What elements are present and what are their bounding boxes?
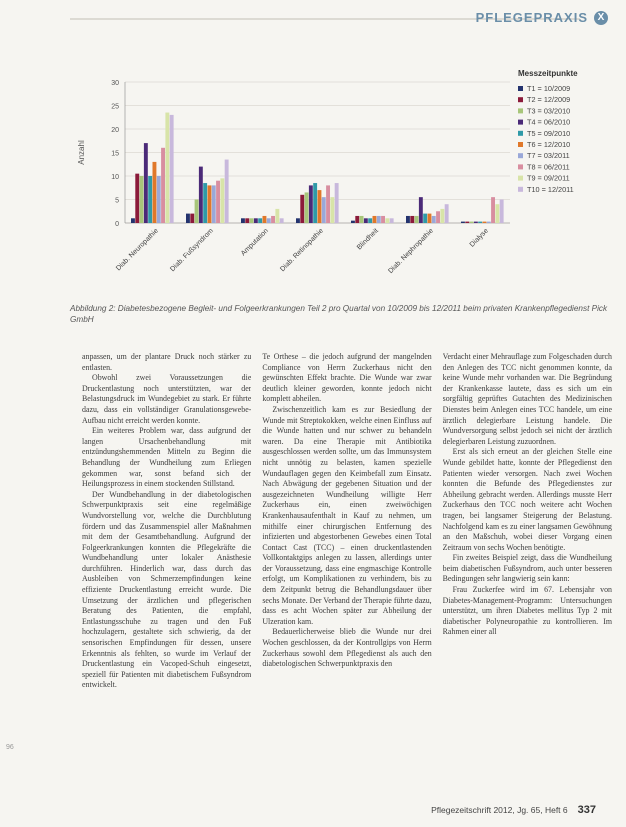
paragraph: Zwischenzeitlich kam es zur Besiedlung der Wunde mit Streptokokken, welche einen Einfluss auf die Wunde hatten und nur schwer zu behandeln waren. Da eine Therapie mit Antibiotika ausgeschlossen werden sollte, um das Immunsystem nicht unnötig zu belasten, kamen spezielle Wundauflagen gegen den Keimbefall zum Einsatz. Nach Abwägung der gegebenen Situation und der ausgezeichneten Wundheilung willigte Herr Zuckerhaus ein, einen zweiwöchigen Krankenhausaufenthalt in Kauf zu nehmen, um mithilfe einer chirurgischen Entfernung des infizierten und abgestorbenen Gewebes einen Total Contact Cast (TCC) – einen druckentlastenden Vollkontaktgips anlegen zu lassen, allerdings unter der Voraussetzung, dass eine engmaschige Kontrolle erfolgt, um Komplikationen zu verhindern, bis zu dem Zeitpunkt betrug die Behandlungsdauer über sechs Monate. Der Verband der Therapie führte dazu, dass es acht Wochen später zur Abheilung der Ulzeration kam. <box>262 404 432 626</box>
bar <box>250 218 254 223</box>
legend-swatch <box>518 97 523 102</box>
bar <box>203 183 207 223</box>
bar-chart <box>70 68 610 296</box>
x-tick-label: Diab. Nephropathie <box>387 227 435 276</box>
bar <box>157 176 161 223</box>
bar <box>275 209 279 223</box>
legend-swatch <box>518 187 523 192</box>
x-tick-label: Dialyse <box>468 227 490 249</box>
x-tick-label: Diab. Retinopathie <box>279 227 325 274</box>
x-tick-label: Blindheit <box>355 227 380 252</box>
bar <box>330 197 334 223</box>
legend-entry: T2 = 12/2009 <box>527 95 571 105</box>
page-footer <box>431 804 596 816</box>
paragraph: Bedauerlicherweise blieb die Wunde nur drei Wochen geschlossen, da der Kontrollgips von Herrn Zuckerhaus sowohl dem Pflegedienst als auch den diabetologischen Schwerpunktpraxis den <box>262 627 432 669</box>
bar <box>360 216 364 223</box>
bar <box>225 160 229 223</box>
bar <box>267 218 271 223</box>
bar <box>254 218 258 223</box>
bar <box>258 218 262 223</box>
paragraph: Ein weiteres Problem war, dass aufgrund der langen Ursachenbehandlung mit entzündungshemmenden Mitteln zu Beginn die Behandlung der Wundheilung zum Erliegen gekommen war, sonst befand sich der Heilungsprozess in einem stockenden Stillstand. <box>82 426 252 489</box>
bar <box>170 115 174 223</box>
bar <box>263 216 267 223</box>
legend-swatch <box>518 120 523 125</box>
bar <box>313 183 317 223</box>
legend-swatch <box>518 86 523 91</box>
bar <box>465 222 469 223</box>
bar <box>373 216 377 223</box>
bar <box>470 222 474 223</box>
bar <box>390 218 394 223</box>
legend-entry: T7 = 03/2011 <box>527 151 570 161</box>
bar <box>280 218 284 223</box>
bar <box>461 222 465 223</box>
x-tick-label: Diab. Neuropathie <box>115 227 160 273</box>
bar <box>483 222 487 223</box>
bar <box>335 183 339 223</box>
bar <box>432 216 436 223</box>
bar <box>445 204 449 223</box>
bar <box>355 216 359 223</box>
bar <box>322 197 326 223</box>
bar <box>351 221 355 223</box>
legend-entry: T4 = 06/2010 <box>527 117 571 127</box>
bar <box>296 218 300 223</box>
bar <box>216 181 220 223</box>
journal-reference: Pflegezeitschrift 2012, Jg. 65, Heft 6 <box>431 805 568 815</box>
paragraph: Frau Zuckerfee wird im 67. Lebensjahr von Diabetes-Management-Programm: Untersuchungen unterstützt, um ihren Diabetes mellitus Typ 2 mit diabetischer Polyneuropathie zu kontrollieren. Im Rahmen einer all <box>442 585 612 637</box>
legend-swatch <box>518 142 523 147</box>
bar <box>165 113 169 223</box>
legend-swatch <box>518 153 523 158</box>
legend-swatch <box>518 108 523 113</box>
text-column-1 <box>82 352 251 792</box>
legend-entry: T1 = 10/2009 <box>527 84 571 93</box>
bar <box>148 176 152 223</box>
text-column-2 <box>262 352 431 792</box>
bar <box>415 216 419 223</box>
figure-caption: Abbildung 2: Diabetesbezogene Begleit- und Folgeerkrankungen Teil 2 pro Quartal von 10/2009 bis 12/2011 beim privaten Krankenpflegedienst Pick GmbH <box>70 304 608 324</box>
bar <box>487 222 491 223</box>
bar <box>377 216 381 223</box>
bar <box>161 148 165 223</box>
bar <box>495 204 499 223</box>
bar <box>385 218 389 223</box>
bar <box>410 216 414 223</box>
bar <box>212 185 216 223</box>
bar <box>440 209 444 223</box>
section-header <box>476 10 608 25</box>
bar <box>423 214 427 223</box>
paragraph: Obwohl zwei Voraussetzungen die Druckentlastung noch unterstützten, war der Belastungsdruck im Wundegebiet zu stark. Er führte dazu, dass ein vollständiger Granulationsgewebe-Aufbau nicht erreicht werden konnte. <box>82 373 252 425</box>
bar <box>309 185 313 223</box>
x-tick-label: Amputation <box>239 227 270 258</box>
bar <box>381 216 385 223</box>
legend-entry: T10 = 12/2011 <box>527 184 574 194</box>
paragraph: Erst als sich erneut an der gleichen Stelle eine Wunde gebildet hatte, konnte der Pflegedienst den Patienten wieder versorgen. Nach zwei Wochen konnten die Befunde des Pflegedienstes zur Abheilung gebracht werden. Allerdings musste Herr Zuckerhaus den TCC noch weitere acht Wochen tragen, bei langsamer Steigerung der Belastung. Nachfolgend kam es zu einer langsamen Gewöhnung an den Maßschuh, wobei dieser Vorgang einen Zeitraum von sechs Wochen benötigte. <box>442 447 612 552</box>
bar <box>318 190 322 223</box>
y-tick-label: 30 <box>111 80 119 87</box>
bar <box>305 192 309 223</box>
bar <box>135 174 139 223</box>
legend-entry: T9 = 09/2011 <box>527 173 570 183</box>
bar <box>220 178 224 223</box>
article-body <box>82 352 612 792</box>
y-tick-label: 10 <box>111 174 119 181</box>
bar <box>140 176 144 223</box>
x-tick-label: Diab. Fußsyndrom <box>169 227 215 274</box>
paragraph: Der Wundbehandlung in der diabetologischen Schwerpunktpraxis seit eine regelmäßige Wundvorstellung vor, welche die Durchblutung fördern und das Zusammenspiel aller Maßnahmen mit dem der Gesamtbehandlung. Aufgrund der Folgeerkrankungen konnten die Pflegekräfte die Wundbehandlung unter lokaler Anästhesie durchführen. Hinderlich war, dass durch das Ausbleiben von Schmerzempfindungen keine effiziente Druckentlastung erreicht wurde. Die Umsetzung der ärztlichen und pflegerischen Beratung des Patienten, die empfahl, Entlastungsschuhe zu tragen und den Fuß hochzulagern, gestaltete sich schwierig, da der sensorischen Empfindungen für dessen, unsere Erkenntnis als fehlten, so wurde im Verlauf der Druckentlastung ein Vacoped-Schuh eingesetzt, speziell für Patienten mit diabetischem Fußsyndrom entwickelt. <box>82 489 252 690</box>
bar <box>406 216 410 223</box>
bar <box>199 167 203 223</box>
legend-entry: T8 = 06/2011 <box>527 162 570 172</box>
bar <box>474 222 478 223</box>
bar <box>144 143 148 223</box>
paragraph: anpassen, um der plantare Druck noch stärker zu entlasten. <box>82 352 252 372</box>
bar <box>491 197 495 223</box>
y-tick-label: 25 <box>111 103 119 111</box>
legend-entry: T6 = 12/2010 <box>527 140 571 149</box>
bar <box>208 185 212 223</box>
bar <box>153 162 157 223</box>
legend-swatch <box>518 164 523 169</box>
margin-number: 96 <box>6 744 14 751</box>
bar <box>368 218 372 223</box>
legend-entry: T3 = 03/2010 <box>527 106 571 116</box>
legend-entry: T5 = 09/2010 <box>527 128 571 138</box>
bar <box>186 214 190 223</box>
bar <box>419 197 423 223</box>
legend-title: Messzeitpunkte <box>518 69 578 78</box>
bar <box>190 214 194 223</box>
legend-swatch <box>518 176 523 181</box>
bar <box>428 214 432 223</box>
bar <box>245 218 249 223</box>
y-tick-label: 5 <box>115 197 119 205</box>
y-tick-label: 15 <box>111 150 119 158</box>
bar <box>478 222 482 223</box>
paragraph: Te Orthese – die jedoch aufgrund der mangelnden Compliance von Herrn Zuckerhaus nicht den gewünschten Effekt brachte. Die Wunde war zwar deutlich kleiner geworden, konnte jedoch nicht komplett abheilen. <box>262 352 432 404</box>
paragraph: Fin zweites Beispiel zeigt, dass die Wundheilung beim diabetischen Fußsyndrom, auch unter besseren Bedingungen sehr langwierig sein kann: <box>442 553 612 584</box>
bar <box>326 185 330 223</box>
bar <box>500 200 504 224</box>
bar <box>300 195 304 223</box>
bar <box>195 200 199 224</box>
close-x-icon: X <box>594 11 608 25</box>
legend-swatch <box>518 131 523 136</box>
bar <box>241 218 245 223</box>
paragraph: Verdacht einer Mehrauflage zum Folgeschaden durch den Anlegen des TCC nicht genommen konnte, da keine Wunde mehr vorhanden war. Die Begründung der Krankenkasse lautete, dass es sich um ein sorgfältig geprüftes Gutachten des Medizinischen Dienstes beim Anlegen eines TCC handele, um eine ärztlich delegierbare Leistung handele. Die Wundversorgung selbst jedoch sei nicht der ärztlich delegierbaren Leistung zuzuordnen. <box>442 352 612 446</box>
bar <box>436 211 440 223</box>
y-tick-label: 0 <box>115 221 119 228</box>
bar <box>131 218 135 223</box>
bar <box>364 218 368 223</box>
section-title: PFLEGEPRAXIS <box>475 10 588 25</box>
text-column-3 <box>443 352 612 792</box>
y-tick-label: 20 <box>111 127 119 134</box>
y-axis-label: Anzahl <box>77 140 86 165</box>
page-number: 337 <box>577 804 596 816</box>
bar <box>271 216 275 223</box>
